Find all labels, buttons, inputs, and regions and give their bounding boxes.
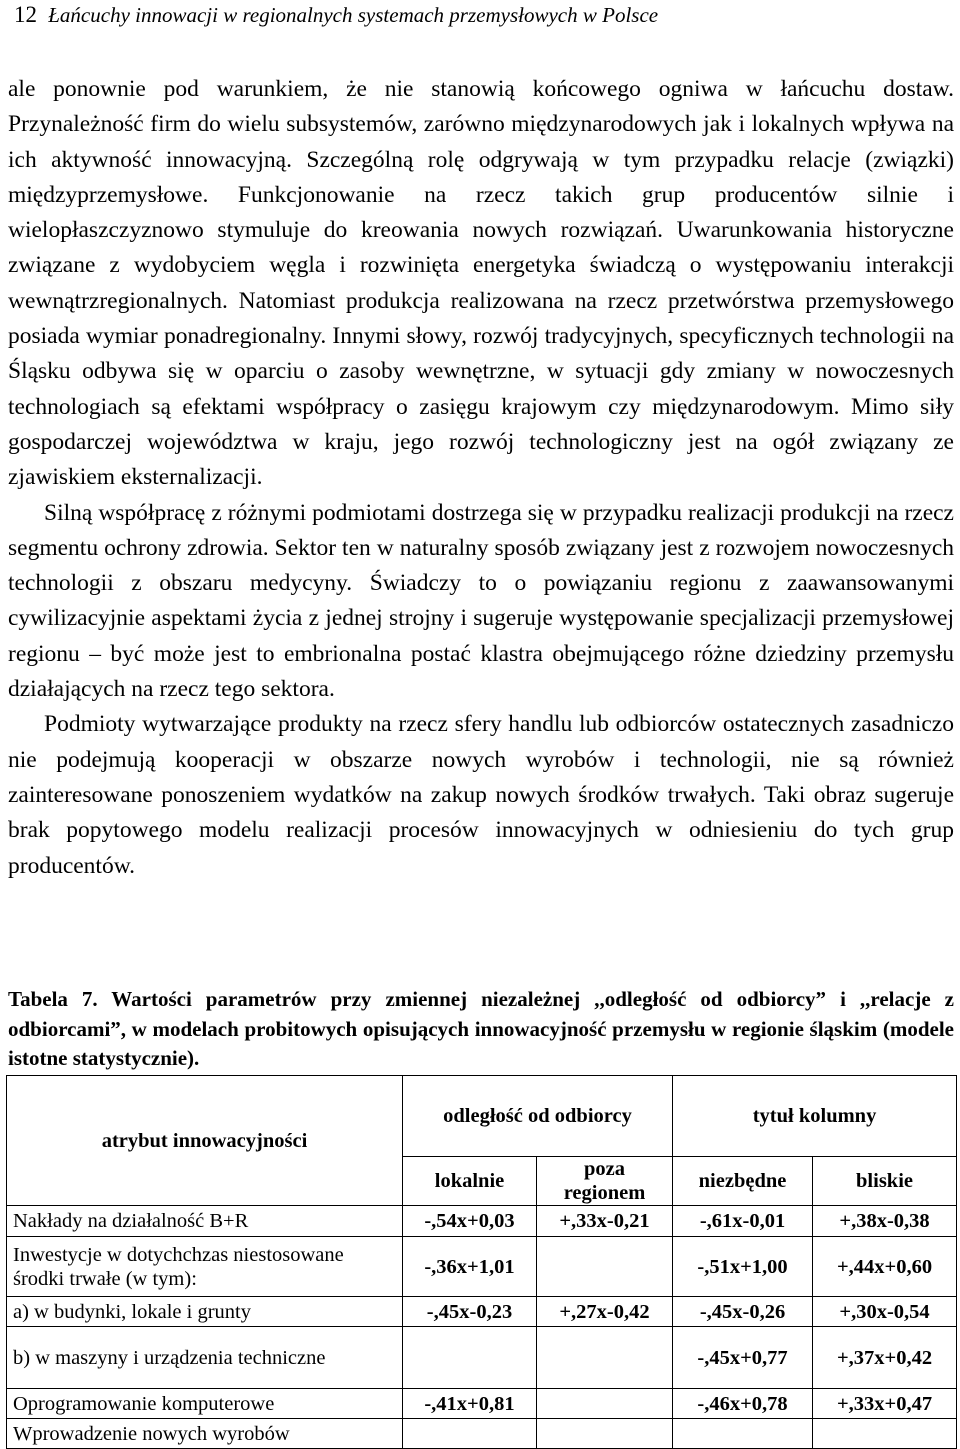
row-label: Nakłady na działalność B+R: [7, 1206, 403, 1237]
col-header-necessary: niezbędne: [673, 1157, 813, 1206]
running-title: Łańcuchy innowacji w regionalnych systemach przemysłowych w Polsce: [48, 3, 659, 27]
cell-value: [537, 1327, 673, 1389]
row-label: a) w budynki, lokale i grunty: [7, 1297, 403, 1327]
cell-value: +,44x+0,60: [813, 1237, 957, 1297]
group-header-distance: odległość od odbiorcy: [403, 1076, 673, 1157]
page-number: 12: [14, 2, 37, 27]
body-text: [8, 72, 954, 884]
table-caption: Tabela 7. Wartości parametrów przy zmiennej niezależnej ,,odległość od odbiorcy” i ,,relacje z odbiorcami”, w modelach probitowych opisujących innowacyjność przemysłu w regionie śląskim (modele istotne statystycznie).: [8, 987, 954, 1070]
cell-value: [537, 1419, 673, 1449]
table-row: [7, 1419, 957, 1449]
cell-value: [537, 1237, 673, 1297]
paragraph: Podmioty wytwarzające produkty na rzecz sfery handlu lub odbiorców ostatecznych zasadniczo nie podejmują kooperacji w obszarze nowych wyrobów i technologii, nie są również zainteresowane ponoszeniem wydatków na zakup nowych środków trwałych. Taki obraz sugeruje brak popytowego modelu realizacji procesów innowacyjnych w odniesieniu do tych grup producentów.: [8, 711, 954, 879]
paragraph: ale ponownie pod warunkiem, że nie stanowią końcowego ogniwa w łańcuchu dostaw. Przynależność firm do wielu subsystemów, zarówno międzynarodowych jak i lokalnych wpływa na ich aktywność innowacyjną. Szczególną rolę odgrywają w tym przypadku relacje (związki) międzyprzemysłowe. Funkcjonowanie na rzecz takich grup producentów silnie i wielopłaszczyznowo stymuluje do kreowania nowych rozwiązań. Uwarunkowania historyczne związane z wydobyciem węgla i rozwinięta energetyka świadczą o występowaniu interakcji wewnątrzregionalnych. Natomiast produkcja realizowana na rzecz przetwórstwa przemysłowego posiada wymiar ponadregionalny. Innymi słowy, rozwój tradycyjnych, specyficznych technologii na Śląsku odbywa się w oparciu o zasoby wewnętrzne, w sytuacji gdy zmiany w nowoczesnych technologiach są efektami współpracy o zasięgu krajowym czy międzynarodowym. Mimo siły gospodarczej województwa w kraju, jego rozwój technologiczny jest na ogół związany ze zjawiskiem eksternalizacji.: [8, 76, 954, 491]
row-label: Inwestycje w dotychchzas niestosowane środki trwałe (w tym):: [7, 1237, 403, 1297]
col-header-outside-region: poza regionem: [537, 1157, 673, 1206]
cell-value: +,33x+0,47: [813, 1389, 957, 1419]
group-header-column-title: tytuł kolumny: [673, 1076, 957, 1157]
cell-value: -,41x+0,81: [403, 1389, 537, 1419]
table-row: [7, 1327, 957, 1389]
cell-value: +,30x-0,54: [813, 1297, 957, 1327]
cell-value: +,33x-0,21: [537, 1206, 673, 1237]
data-table: [6, 1075, 957, 1449]
col-header-close: bliskie: [813, 1157, 957, 1206]
cell-value: +,38x-0,38: [813, 1206, 957, 1237]
table-row: [7, 1206, 957, 1237]
cell-value: [537, 1389, 673, 1419]
table-row: [7, 1237, 957, 1297]
paragraph: Silną współpracę z różnymi podmiotami dostrzega się w przypadku realizacji produkcji na rzecz segmentu ochrony zdrowia. Sektor ten w naturalny sposób związany jest z rozwojem nowoczesnych technologii z obszaru medycyny. Świadczy to o powiązaniu regionu z zaawansowanymi cywilizacyjnie aspektami życia z jednej strojny i sugeruje występowanie specjalizacji przemysłowej regionu – być może jest to embrionalna postać klastra obejmującego różne dziedziny przemysłu działających na rzecz tego sektora.: [8, 499, 954, 703]
table-row: [7, 1297, 957, 1327]
cell-value: +,27x-0,42: [537, 1297, 673, 1327]
cell-value: [403, 1419, 537, 1449]
table-header-row: [7, 1076, 957, 1157]
table-row: [7, 1389, 957, 1419]
row-label: Wprowadzenie nowych wyrobów: [7, 1419, 403, 1449]
cell-value: -,45x+0,77: [673, 1327, 813, 1389]
cell-value: -,51x+1,00: [673, 1237, 813, 1297]
cell-value: [673, 1419, 813, 1449]
attribute-header: atrybut innowacyjności: [7, 1076, 403, 1206]
cell-value: [403, 1327, 537, 1389]
cell-value: -,36x+1,01: [403, 1237, 537, 1297]
cell-value: [813, 1419, 957, 1449]
cell-value: -,46x+0,78: [673, 1389, 813, 1419]
col-header-local: lokalnie: [403, 1157, 537, 1206]
cell-value: -,61x-0,01: [673, 1206, 813, 1237]
cell-value: -,45x-0,23: [403, 1297, 537, 1327]
page-header: [14, 2, 658, 32]
cell-value: -,54x+0,03: [403, 1206, 537, 1237]
row-label: b) w maszyny i urządzenia techniczne: [7, 1327, 403, 1389]
cell-value: +,37x+0,42: [813, 1327, 957, 1389]
row-label: Oprogramowanie komputerowe: [7, 1389, 403, 1419]
cell-value: -,45x-0,26: [673, 1297, 813, 1327]
